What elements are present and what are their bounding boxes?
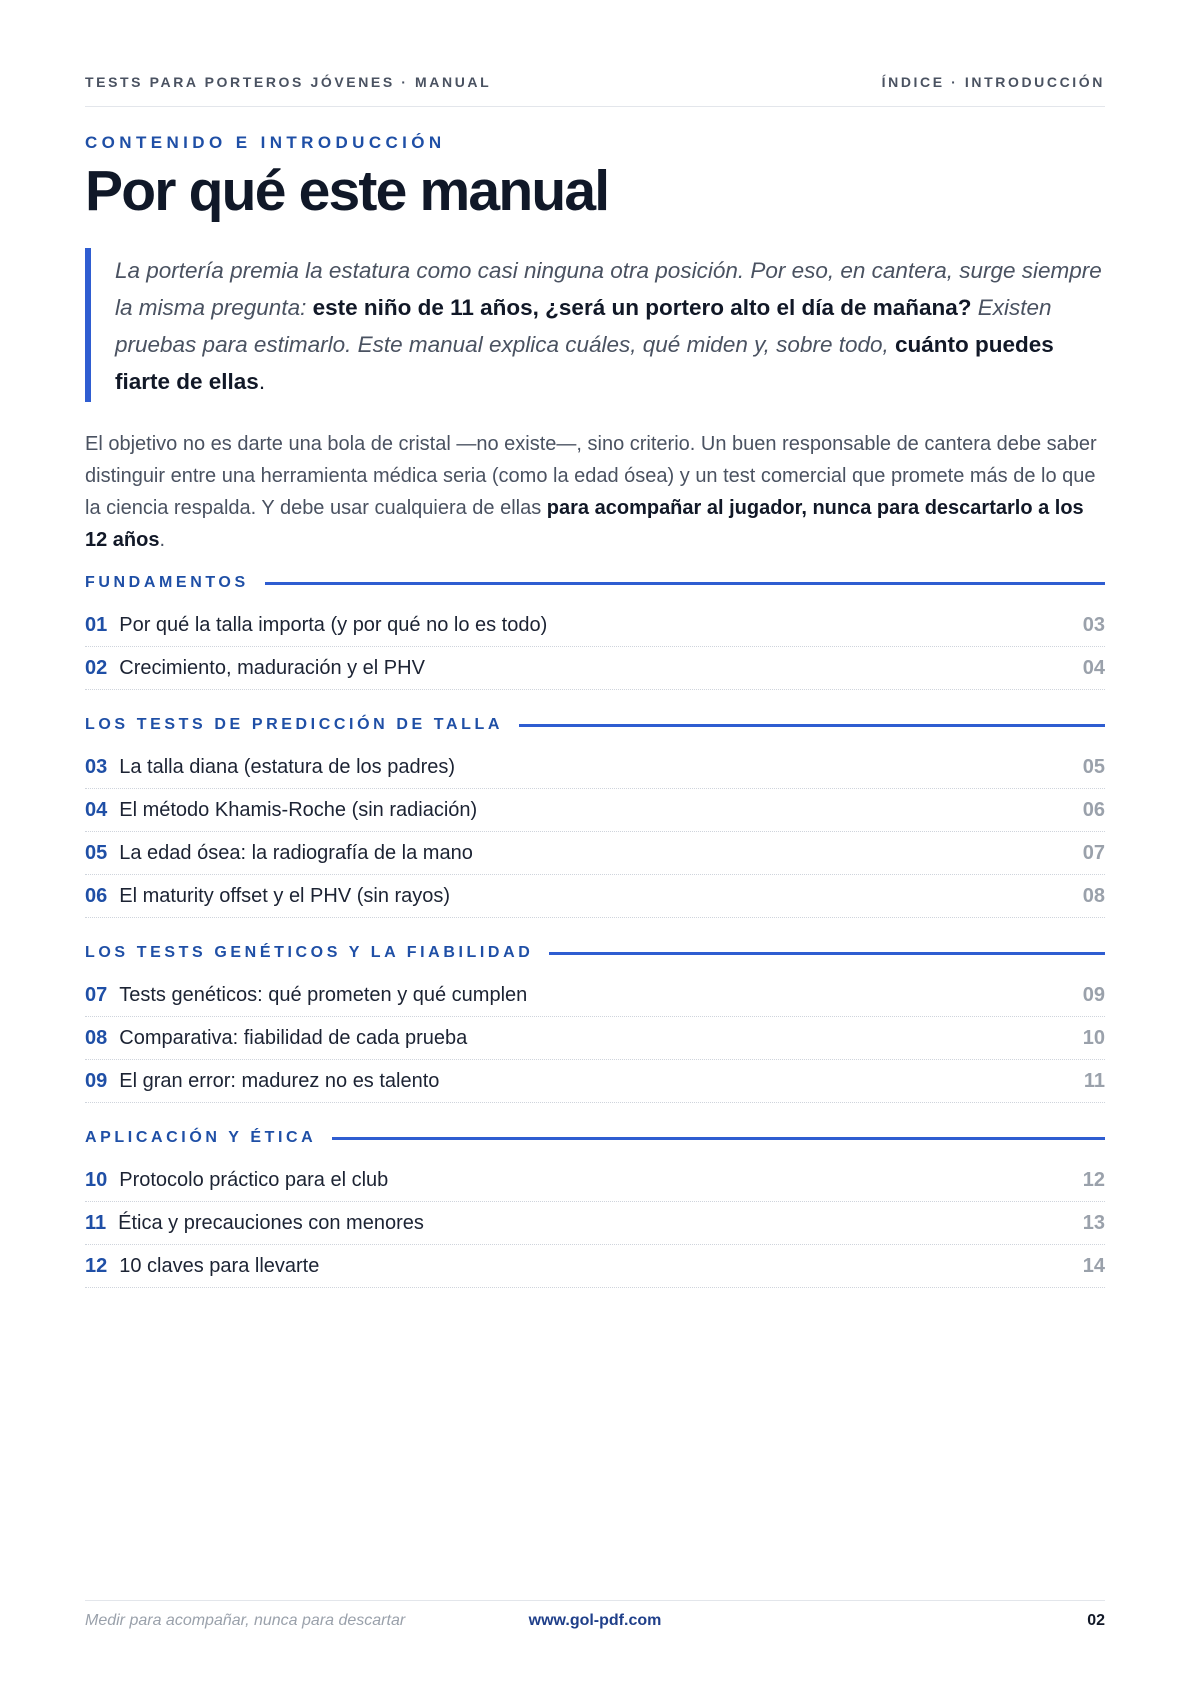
toc-entry-page: 07 [1082,841,1105,864]
intro-pull-quote [85,248,1105,402]
page-number: 02 [1087,1612,1105,1629]
toc-section [85,1125,1105,1288]
toc-entry-number: 12 [85,1254,108,1277]
toc-entry-title: La edad ósea: la radiografía de la mano [119,841,473,864]
header-right: ÍNDICE · INTRODUCCIÓN [881,74,1105,90]
footer-motto: Medir para acompañar, nunca para descartar [85,1612,406,1629]
toc-entry[interactable] [85,746,1105,789]
toc-entry-page: 05 [1082,755,1105,778]
toc-entry[interactable] [85,1017,1105,1060]
toc-entry[interactable] [85,1245,1105,1288]
toc-entry-title: 10 claves para llevarte [119,1254,320,1277]
toc-entry-number: 02 [85,656,108,679]
toc-section-title: APLICACIÓN Y ÉTICA [85,1129,317,1146]
toc-entry-page: 12 [1082,1168,1105,1191]
footer-website-link[interactable]: www.gol-pdf.com [528,1612,662,1629]
body-paragraph [85,428,1105,556]
toc-entry-number: 05 [85,841,108,864]
intro-bold-trust: cuánto puedes fiarte de ellas [115,332,1054,394]
toc-entry-page: 09 [1082,983,1105,1006]
toc-entry[interactable] [85,1159,1105,1202]
toc-section [85,940,1105,1103]
toc-entry-title: Ética y precauciones con menores [118,1211,424,1234]
toc-entry[interactable] [85,1060,1105,1103]
toc-entry-number: 11 [85,1211,107,1234]
toc-entry-title: La talla diana (estatura de los padres) [119,755,456,778]
running-header [85,74,1105,107]
intro-bold-question: este niño de 11 años, ¿será un portero alto el día de mañana? [312,295,972,320]
toc-entry-page: 13 [1082,1211,1105,1234]
table-of-contents [85,570,1105,1310]
toc-entry-number: 06 [85,884,108,907]
intro-text-2: Existen pruebas para estimarlo. Este manual explica cuáles, qué miden y, sobre todo, [115,295,1052,357]
toc-entry[interactable] [85,974,1105,1017]
body-end: . [159,529,166,551]
toc-entry-title: El maturity offset y el PHV (sin rayos) [119,884,451,907]
toc-entry-title: Por qué la talla importa (y por qué no lo es todo) [119,613,548,636]
toc-entry[interactable] [85,1202,1105,1245]
body-bold: para acompañar al jugador, nunca para descartarlo a los 12 años [85,497,1084,551]
toc-section [85,712,1105,918]
running-footer [85,1600,1105,1641]
intro-end: . [258,369,266,394]
toc-entry-number: 10 [85,1168,108,1191]
toc-entry-title: Protocolo práctico para el club [119,1168,389,1191]
toc-entry-title: Crecimiento, maduración y el PHV [119,656,425,679]
intro-text-1: La portería premia la estatura como casi ninguna otra posición. Por eso, en cantera, surge siempre la misma pregunta: [115,258,1102,320]
toc-entry[interactable] [85,832,1105,875]
toc-section-title: FUNDAMENTOS [85,574,249,591]
toc-section-header [85,712,1105,738]
toc-entry-number: 04 [85,798,108,821]
toc-entry[interactable] [85,789,1105,832]
page-title: Por qué este manual [85,159,609,223]
toc-entry-title: Comparativa: fiabilidad de cada prueba [119,1026,468,1049]
toc-entry-title: El gran error: madurez no es talento [119,1069,440,1092]
toc-entry-number: 03 [85,755,108,778]
toc-section [85,570,1105,690]
toc-entry[interactable] [85,875,1105,918]
toc-entry-page: 04 [1082,656,1105,679]
toc-section-rule [519,724,1105,727]
toc-section-rule [265,582,1105,585]
toc-entry-title: Tests genéticos: qué prometen y qué cumplen [119,983,528,1006]
toc-section-title: LOS TESTS DE PREDICCIÓN DE TALLA [85,716,504,733]
toc-entry-page: 06 [1082,798,1105,821]
toc-entry-number: 07 [85,983,108,1006]
toc-entry-page: 10 [1082,1026,1105,1049]
toc-entry-number: 08 [85,1026,108,1049]
document-page [85,0,1105,1683]
toc-entry[interactable] [85,604,1105,647]
toc-entry-number: 01 [85,613,108,636]
toc-entry-title: El método Khamis-Roche (sin radiación) [119,798,478,821]
toc-section-header [85,940,1105,966]
toc-section-header [85,1125,1105,1151]
toc-entry-page: 14 [1082,1254,1105,1277]
toc-entry-page: 11 [1083,1069,1105,1092]
toc-section-header [85,570,1105,596]
toc-section-rule [549,952,1105,955]
toc-section-rule [332,1137,1105,1140]
toc-entry-page: 08 [1082,884,1105,907]
body-text-1: El objetivo no es darte una bola de cristal —no existe—, sino criterio. Un buen responsable de cantera debe saber distinguir entre una herramienta médica seria (como la edad ósea) y un test comercial que promete más de lo que la ciencia respalda. Y debe usar cualquiera de ellas [85,433,1097,519]
toc-section-title: LOS TESTS GENÉTICOS Y LA FIABILIDAD [85,944,534,961]
toc-entry-page: 03 [1082,613,1105,636]
header-left: TESTS PARA PORTEROS JÓVENES · MANUAL [85,74,492,90]
toc-entry-number: 09 [85,1069,108,1092]
toc-entry[interactable] [85,647,1105,690]
section-eyebrow: CONTENIDO E INTRODUCCIÓN [85,133,446,152]
